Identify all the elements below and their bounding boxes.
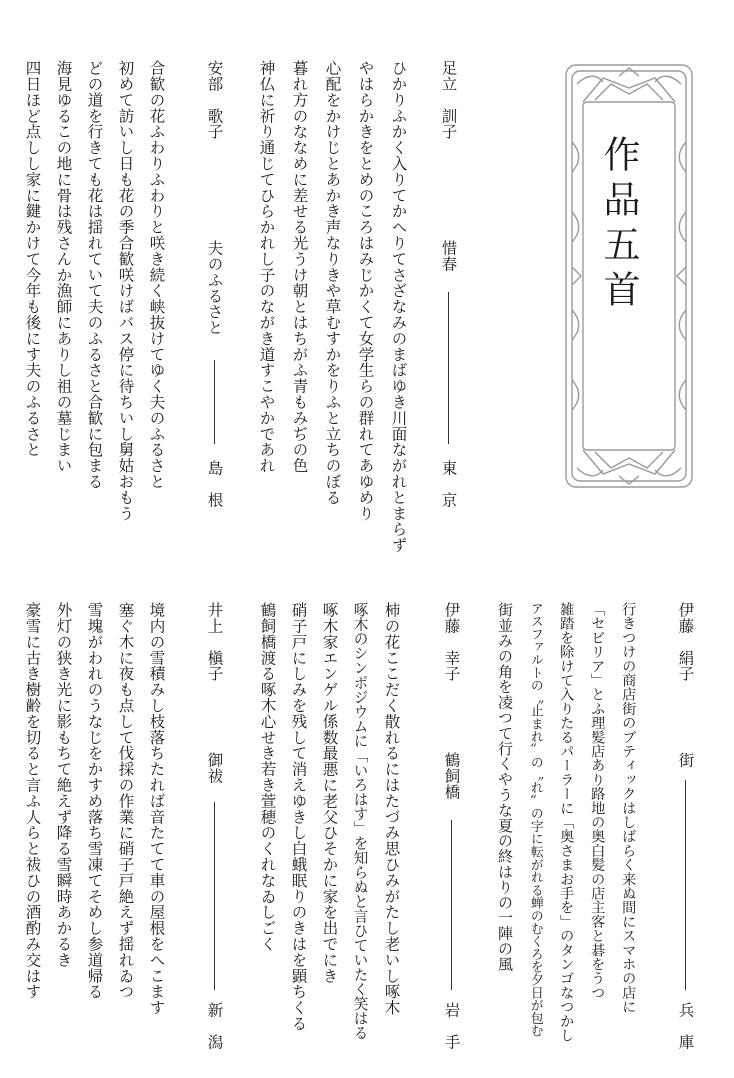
poem-line: 心配をかけじとあかき声なりきや草むすかをりふと立ちのぼる bbox=[323, 60, 342, 506]
poem-line: アスファルトの〝止まれ〟の〝れ〟の字に転がれる蝉のむくろを夕日が包む bbox=[527, 602, 543, 1038]
poem-line: 雑踏を除けて入りたるパーラーに「奥さまお手を」のタンゴなつかし bbox=[558, 602, 575, 1043]
region-label: 新 潟 bbox=[205, 1002, 224, 1050]
author-name: 安部 歌子 bbox=[205, 60, 224, 140]
poem-line: 合歓の花ふわりふわりと咲き続く峡抜けてゆく夫のふるさと bbox=[147, 60, 166, 490]
author-name: 伊藤 絹子 bbox=[676, 602, 695, 682]
work-title: 惜春 bbox=[439, 240, 458, 272]
poem-line: 啄木家エンゲル係数最悪に老父ひそかに家を出でにき bbox=[320, 602, 339, 984]
region-label: 島 根 bbox=[205, 460, 224, 508]
poem-line: 豪雪に古き樹齢を切ると言ふ人らと祓ひの酒酌み交はす bbox=[23, 602, 42, 1000]
work-title: 夫のふるさと bbox=[205, 240, 224, 336]
poem-line: 「セビリア」とふ理髪店あり路地の奥白髪の店主客と碁をうつ bbox=[589, 602, 606, 1000]
work-title: 鶴飼橋 bbox=[442, 752, 461, 800]
poem-line: 硝子戸にしみを残して消えゆきし白蛾眠りのきはを顕ちくる bbox=[289, 602, 308, 1032]
title-rule bbox=[214, 802, 215, 990]
title-rule bbox=[448, 292, 449, 444]
title-rule bbox=[685, 780, 686, 990]
poem-line: 街並みの角を凌つて行くやうな夏の終はりの一陣の風 bbox=[496, 602, 514, 972]
poem-line: 鶴飼橋渡る啄木心せき若き萱穂のくれなゐしごく bbox=[258, 602, 277, 952]
poem-line: 塞ぐ木に夜も点して伐採の作業に硝子戸絶えず揺れゐつ bbox=[116, 602, 135, 1000]
poem-line: 外灯の狭き光に影もちて絶えず降る雪瞬時あかるき bbox=[54, 602, 73, 968]
title-rule bbox=[214, 360, 215, 444]
poem-line: 海見ゆるこの地に骨は残さんか漁師にありし祖の墓じまい bbox=[54, 60, 73, 474]
poem-line: 神仏に祈り通じてひらかれし子のながき道すこやかであれ bbox=[257, 60, 276, 474]
region-label: 岩 手 bbox=[442, 1002, 461, 1050]
poem-line: 四日ほど点しし家に鍵かけて今年も後にす夫のふるさと bbox=[23, 60, 42, 458]
poem-line: 雪塊がわれのうなじをかすめ落ち雪凍てそめし参道帰る bbox=[85, 602, 104, 1000]
poem-line: 啄木のシンポジウムに「いろはす」を知らぬと言ひていたく笑はる bbox=[351, 602, 369, 1040]
page-title: 作品五首 bbox=[597, 135, 640, 315]
poem-line: 行きつけの商店街のブティックはしばらく来ぬ間にスマホの店に bbox=[620, 602, 637, 1014]
poem-line: ひかりふかく入りてかへりてさざなみのまばゆき川面ながれとまらず bbox=[389, 60, 408, 553]
title-rule bbox=[451, 820, 452, 990]
work-title: 街 bbox=[676, 752, 695, 768]
author-name: 井上 槇子 bbox=[205, 602, 224, 682]
author-name: 伊藤 幸子 bbox=[442, 602, 461, 682]
poem-line: 境内の雪積みし枝落ちたれば音たてて車の屋根をへこます bbox=[147, 602, 166, 1016]
poem-line: どの道を行きても花は揺れていて夫のふるさと合歓に包まる bbox=[85, 60, 104, 490]
poem-line: 暮れ方のななめに差せる光うけ朝とはちがふ青もみぢの色 bbox=[290, 60, 309, 474]
poem-line: やはらかきをとめのころはみじかくて女学生らの群れてあゆめり bbox=[356, 60, 375, 522]
region-label: 東 京 bbox=[439, 460, 458, 508]
poem-line: 柿の花ここだく散れるにはたづみ思ひみがたし老いし啄木 bbox=[382, 602, 401, 1016]
author-name: 足立 訓子 bbox=[439, 60, 458, 140]
region-label: 兵 庫 bbox=[676, 1002, 695, 1050]
work-title: 御祓 bbox=[205, 752, 224, 784]
poem-line: 初めて訪いし日も花の季合歓咲けばバス停に待ちいし舅姑おもう bbox=[116, 60, 135, 522]
